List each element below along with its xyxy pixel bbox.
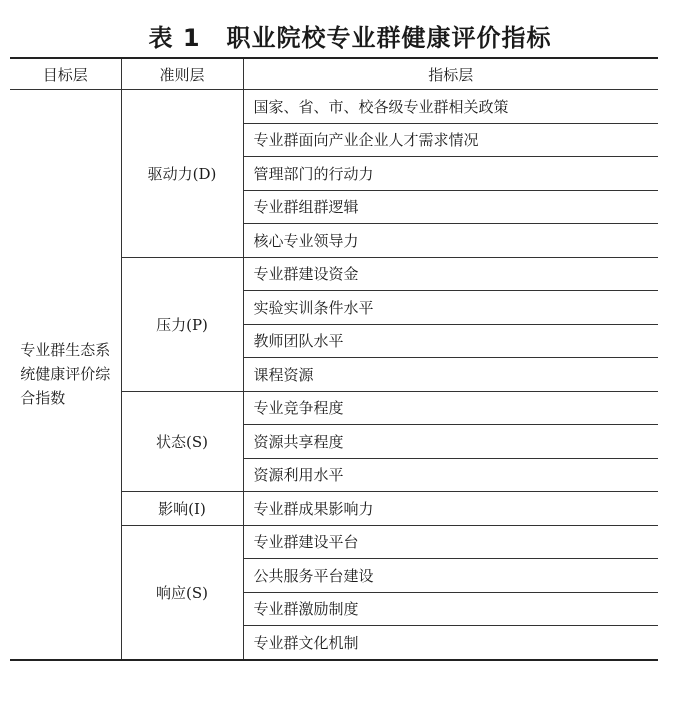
table-caption-number: 表 1: [148, 24, 201, 52]
indicator-cell: 公共服务平台建设: [243, 559, 658, 593]
indicator-cell: 专业群激励制度: [243, 592, 658, 626]
header-criteria-layer: 准则层: [121, 58, 243, 90]
table-header-row: [10, 58, 658, 90]
indicator-cell: 核心专业领导力: [243, 224, 658, 258]
indicator-cell: 国家、省、市、校各级专业群相关政策: [243, 90, 658, 124]
indicator-cell: 专业群组群逻辑: [243, 190, 658, 224]
indicator-cell: 资源利用水平: [243, 458, 658, 492]
criterion-cell-impact: 影响(I): [121, 492, 243, 526]
table-caption-text: 职业院校专业群健康评价指标: [226, 24, 552, 52]
criterion-cell-pressure: 压力(P): [121, 257, 243, 391]
indicator-cell: 专业群建设资金: [243, 257, 658, 291]
table-caption: [0, 18, 700, 53]
criterion-cell-state: 状态(S): [121, 391, 243, 492]
indicator-cell: 专业群建设平台: [243, 525, 658, 559]
header-goal-layer: 目标层: [10, 58, 121, 90]
criterion-cell-response: 响应(S): [121, 525, 243, 660]
indicator-cell: 管理部门的行动力: [243, 157, 658, 191]
goal-cell: [10, 90, 121, 660]
indicator-cell: 实验实训条件水平: [243, 291, 658, 325]
criterion-cell-driver: 驱动力(D): [121, 90, 243, 258]
indicator-cell: 教师团队水平: [243, 324, 658, 358]
indicator-cell: 资源共享程度: [243, 425, 658, 459]
indicator-cell: 专业群文化机制: [243, 626, 658, 660]
evaluation-indicator-table: [10, 57, 658, 661]
indicator-cell: 课程资源: [243, 358, 658, 392]
indicator-cell: 专业竞争程度: [243, 391, 658, 425]
header-indicator-layer: 指标层: [243, 58, 658, 90]
indicator-cell: 专业群成果影响力: [243, 492, 658, 526]
indicator-cell: 专业群面向产业企业人才需求情况: [243, 123, 658, 157]
table-row: [10, 90, 658, 124]
goal-label: 专业群生态系统健康评价综合指数: [20, 341, 111, 408]
